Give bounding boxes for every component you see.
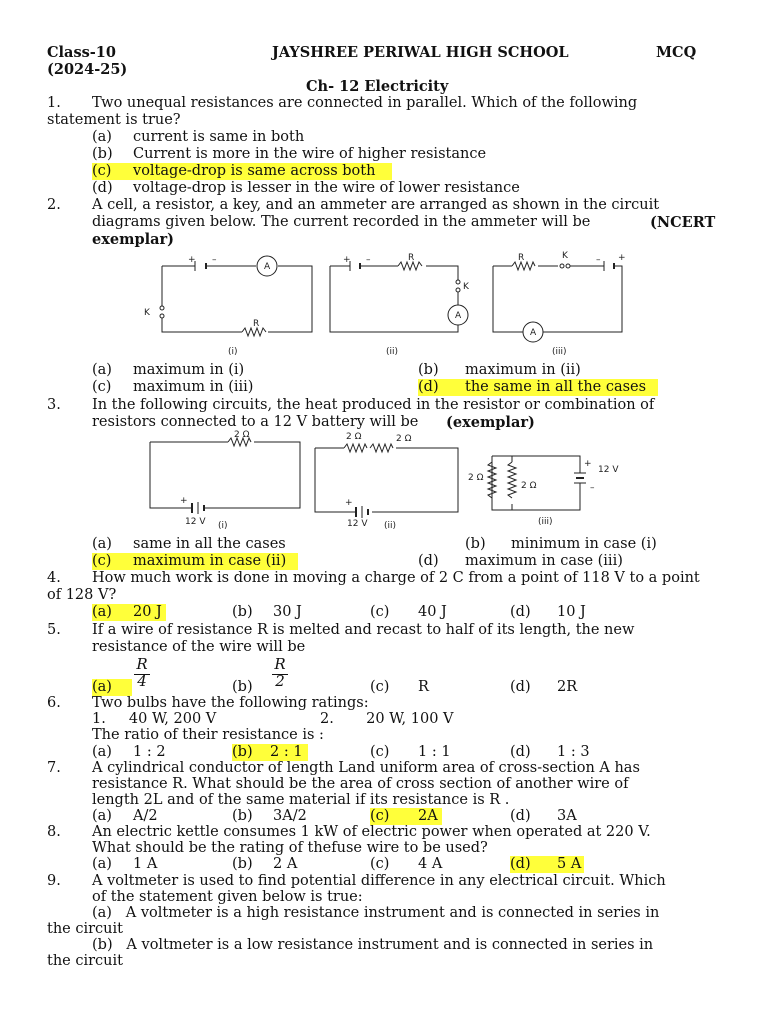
q9-text-line1: A voltmeter is used to find potential difference in any electrical circuit. Which	[92, 873, 666, 889]
q2-text-line2: diagrams given below. The current recorded in the ammeter will be	[92, 214, 591, 230]
q6-option-d-text: 1 : 3	[557, 744, 590, 760]
q3-ii-caption: (ii)	[384, 521, 397, 531]
q6-option-b-label: (b)	[232, 744, 253, 760]
q4-option-d-label: (d)	[510, 604, 531, 620]
q7-option-a-label: (a)	[92, 808, 112, 824]
q3-number: 3.	[47, 397, 61, 413]
q3-ii-resistor1-label: 2 Ω	[346, 432, 362, 442]
q2-circuit-i	[144, 255, 312, 357]
q3-option-c-label: (c)	[92, 553, 112, 569]
q3-option-d-label: (d)	[418, 553, 439, 569]
q7-option-c-label: (c)	[370, 808, 390, 824]
q2-option-c-label: (c)	[92, 379, 112, 395]
q7-text-line1: A cylindrical conductor of length Land uniform area of cross-section A has	[92, 760, 640, 776]
q3-circuit-i	[150, 430, 300, 531]
q3-circuit-diagrams	[140, 428, 640, 532]
q7-text-line2: resistance R. What should be the area of cross section of another wire of	[92, 776, 629, 792]
q3-text-line1: In the following circuits, the heat produced in the resistor or combination of	[92, 397, 655, 413]
q3-option-c-text: maximum in case (ii)	[133, 553, 287, 569]
q2-i-caption: (i)	[228, 347, 238, 357]
q6-rating-1: 1. 40 W, 200 V	[92, 711, 217, 727]
q3-i-volt-label: 12 V	[185, 517, 206, 527]
q2-iii-key-label: K	[562, 251, 568, 261]
q1-option-a-label: (a)	[92, 129, 112, 145]
q5-option-c-text: R	[418, 679, 429, 695]
q3-iii-minus: –	[590, 483, 595, 493]
q2-ii-caption: (ii)	[386, 347, 399, 357]
q2-option-a-text: maximum in (i)	[133, 362, 245, 378]
paper-type: MCQ	[656, 44, 697, 61]
q2-ii-key-label: K	[463, 282, 469, 292]
q2-circuit-diagrams	[140, 250, 640, 362]
q2-option-d-label: (d)	[418, 379, 439, 395]
q4-option-c-label: (c)	[370, 604, 390, 620]
q3-iii-volt-label: 12 V	[598, 465, 619, 475]
q5-option-c-label: (c)	[370, 679, 390, 695]
q3-source-tag: (exemplar)	[446, 414, 535, 431]
q3-ii-volt-label: 12 V	[347, 519, 368, 529]
school-name: JAYSHREE PERIWAL HIGH SCHOOL	[272, 44, 569, 61]
q2-ii-plus: +	[343, 255, 351, 265]
q2-i-resistor-label: R	[253, 319, 260, 329]
q3-option-d-text: maximum in case (iii)	[465, 553, 623, 569]
q3-iii-plus: +	[584, 459, 592, 469]
q7-text-line3: length 2L and of the same material if its resistance is R .	[92, 792, 510, 808]
q2-source-tag-1: (NCERT	[650, 214, 716, 231]
q8-option-b-label: (b)	[232, 856, 253, 872]
q8-number: 8.	[47, 824, 61, 840]
q2-ii-resistor-label: R	[408, 253, 415, 263]
q8-option-c-text: 4 A	[418, 856, 443, 872]
q2-i-minus: –	[212, 255, 217, 265]
q8-text-line2: What should be the rating of thefuse wire to be used?	[92, 840, 488, 856]
q7-number: 7.	[47, 760, 61, 776]
q8-option-b-text: 2 A	[273, 856, 298, 872]
q2-source-tag-2: exemplar)	[92, 231, 174, 248]
q3-i-caption: (i)	[218, 521, 228, 531]
q1-option-c-label: (c)	[92, 163, 112, 179]
q4-option-b-label: (b)	[232, 604, 253, 620]
q7-option-a-text: A/2	[133, 808, 158, 824]
q3-ii-resistor2-label: 2 Ω	[396, 434, 412, 444]
q2-option-d-text: the same in all the cases	[465, 379, 647, 395]
q2-iii-minus: –	[596, 255, 601, 265]
q5-b-denominator: 2	[275, 672, 285, 690]
q4-option-c-text: 40 J	[418, 604, 447, 620]
q1-option-d-label: (d)	[92, 180, 113, 196]
q5-b-numerator: R	[274, 655, 286, 673]
q5-text-line2: resistance of the wire will be	[92, 639, 306, 655]
q5-option-d-label: (d)	[510, 679, 531, 695]
q2-iii-resistor-label: R	[518, 253, 525, 263]
q1-option-c-text: voltage-drop is same across both	[133, 163, 376, 179]
q9-option-b-line2: the circuit	[47, 953, 123, 969]
q2-i-key-label: K	[144, 308, 150, 318]
q1-text-line1: Two unequal resistances are connected in parallel. Which of the following	[92, 95, 638, 111]
q3-ii-plus: +	[345, 498, 353, 508]
q4-option-a-text: 20 J	[133, 604, 162, 620]
q8-option-d-text: 5 A	[557, 856, 582, 872]
q6-option-b-text: 2 : 1	[270, 744, 303, 760]
q5-number: 5.	[47, 622, 61, 638]
q6-text-line3: The ratio of their resistance is :	[92, 727, 324, 743]
q9-option-a-line2: the circuit	[47, 921, 123, 937]
q7-option-c-text: 2A	[418, 808, 438, 824]
q1-option-b-label: (b)	[92, 146, 113, 162]
q9-option-a-line1: (a) A voltmeter is a high resistance instrument and is connected in series in	[92, 905, 660, 921]
q6-rating-2: 2. 20 W, 100 V	[320, 711, 454, 727]
q4-option-b-text: 30 J	[273, 604, 302, 620]
q9-option-b-line1: (b) A voltmeter is a low resistance instrument and is connected in series in	[92, 937, 654, 953]
q3-option-a-text: same in all the cases	[133, 536, 286, 552]
q2-ii-minus: –	[366, 255, 371, 265]
q2-iii-caption: (iii)	[552, 347, 567, 357]
q3-iii-caption: (iii)	[538, 517, 553, 527]
q8-option-c-label: (c)	[370, 856, 390, 872]
q7-option-b-label: (b)	[232, 808, 253, 824]
q3-option-b-text: minimum in case (i)	[511, 536, 657, 552]
q5-option-a-label: (a)	[92, 679, 112, 695]
q8-text-line1: An electric kettle consumes 1 kW of electric power when operated at 220 V.	[92, 824, 651, 840]
q5-text-line1: If a wire of resistance R is melted and recast to half of its length, the new	[92, 622, 635, 638]
q7-option-d-label: (d)	[510, 808, 531, 824]
q2-number: 2.	[47, 197, 61, 213]
q2-option-b-label: (b)	[418, 362, 439, 378]
q2-circuit-iii	[493, 251, 626, 357]
q5-a-numerator: R	[136, 655, 148, 673]
q2-iii-ammeter-label: A	[530, 328, 537, 338]
q2-text-line1: A cell, a resistor, a key, and an ammeter are arranged as shown in the circuit	[92, 197, 660, 213]
q2-option-c-text: maximum in (iii)	[133, 379, 254, 395]
q1-option-d-text: voltage-drop is lesser in the wire of lower resistance	[133, 180, 520, 196]
q7-option-b-text: 3A/2	[273, 808, 307, 824]
q3-i-resistor-label: 2 Ω	[234, 430, 250, 440]
q6-option-c-label: (c)	[370, 744, 390, 760]
q4-text-line1: How much work is done in moving a charge of 2 C from a point of 118 V to a point	[92, 570, 700, 586]
class-label: Class-10	[47, 44, 116, 61]
q9-text-line2: of the statement given below is true:	[92, 889, 363, 905]
q6-option-c-text: 1 : 1	[418, 744, 451, 760]
q4-text-line2: of 128 V?	[47, 587, 117, 603]
q6-text-line1: Two bulbs have the following ratings:	[92, 695, 369, 711]
q6-option-a-text: 1 : 2	[133, 744, 166, 760]
q8-option-a-label: (a)	[92, 856, 112, 872]
q4-number: 4.	[47, 570, 61, 586]
q4-option-a-label: (a)	[92, 604, 112, 620]
q2-i-ammeter-label: A	[264, 262, 271, 272]
q7-option-d-text: 3A	[557, 808, 577, 824]
q3-circuit-ii	[315, 432, 458, 531]
q2-ii-ammeter-label: A	[455, 311, 462, 321]
q5-option-a-fraction	[134, 655, 150, 694]
chapter-title: Ch- 12 Electricity	[306, 78, 449, 95]
q5-a-denominator: 4	[137, 672, 147, 690]
q3-option-b-label: (b)	[465, 536, 486, 552]
q2-circuit-ii	[330, 253, 470, 357]
q3-text-line2: resistors connected to a 12 V battery will be	[92, 414, 419, 430]
q4-option-d-text: 10 J	[557, 604, 586, 620]
q2-option-a-label: (a)	[92, 362, 112, 378]
q5-option-b-fraction	[272, 655, 288, 694]
q3-iii-resistor2-label: 2 Ω	[521, 481, 537, 491]
q9-number: 9.	[47, 873, 61, 889]
q5-option-d-text: 2R	[557, 679, 578, 695]
q8-option-d-label: (d)	[510, 856, 531, 872]
q3-i-plus: +	[180, 496, 188, 506]
q8-option-a-text: 1 A	[133, 856, 158, 872]
q1-text-line2: statement is true?	[47, 112, 181, 128]
q6-option-d-label: (d)	[510, 744, 531, 760]
q3-circuit-iii	[468, 456, 619, 527]
year-label: (2024-25)	[47, 61, 128, 78]
q1-number: 1.	[47, 95, 61, 111]
q6-option-a-label: (a)	[92, 744, 112, 760]
q5-option-b-label: (b)	[232, 679, 253, 695]
q6-number: 6.	[47, 695, 61, 711]
q3-iii-resistor1-label: 2 Ω	[468, 473, 484, 483]
q2-iii-plus: +	[618, 253, 626, 263]
q1-option-b-text: Current is more in the wire of higher resistance	[133, 146, 487, 162]
q2-i-plus: +	[188, 255, 196, 265]
q1-option-a-text: current is same in both	[133, 129, 305, 145]
q3-option-a-label: (a)	[92, 536, 112, 552]
q2-option-b-text: maximum in (ii)	[465, 362, 581, 378]
